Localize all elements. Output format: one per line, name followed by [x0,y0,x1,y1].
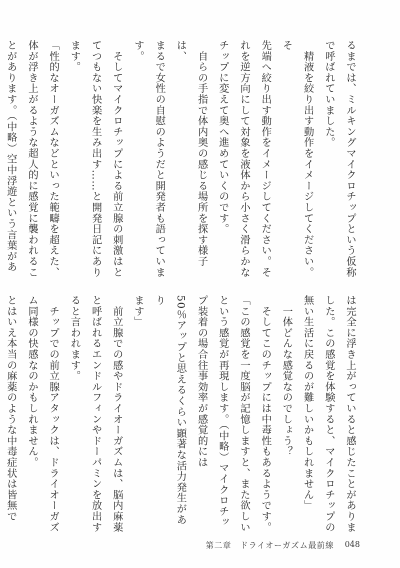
text-line: まるで女性の自慰のようだと開発者も語っていま [153,40,165,278]
text-line: す。 [131,40,143,62]
text-line: 精液を絞り出す動作をイメージしてください。そ [280,40,313,278]
text-line: チップに変えて奥へ進めていくのです。 [216,40,228,235]
text-line: した。この感覚を体験すると、マイクロチップの [322,295,334,533]
text-line: とがあります。（中略）空中浮遊という言葉があ [4,40,16,273]
text-line: 体が浮き上がるような超人的に感覚に襲われるこ [25,40,37,278]
text-line: 50％アップと思えるくらい顕著な活力発生があり [153,295,186,526]
page-number: 048 [344,540,360,549]
text-line: とはいえ本当の麻薬のような中毒症状は皆無で [4,295,16,522]
text-line: チップでの前立腺アタックは、ドライオーガズ [47,295,59,533]
text-line: 自らの手指で体内奥の感じる場所を探す様子は、 [174,40,207,267]
text-line: 「この感覚を一度脳が記憶しますと、また欲しい [237,295,249,533]
text-line: プ装着の場合往事効率が感覚的には [195,295,207,468]
text-line: そしてこのチップには中毒性もあるようです。 [259,295,271,533]
text-line: 「性的なオーガズムなどといった範疇を超えた、 [47,40,59,278]
text-line: は完全に浮き上がっていると感じたことがありま [344,295,355,533]
text-line: 先端へ絞り出す動作をイメージしてください。そ [259,40,271,278]
page-footer [0,534,400,568]
text-line: という感覚が再現します。（中略）マイクロチッ [216,295,228,528]
text-line: てつもない快楽を生み出す……と開発日記にあり [89,40,101,278]
text-line: 無い生活に戻るのが難しいかもしれません」 [301,295,313,511]
text-line: そしてマイクロチップによる前立腺の刺激はと [110,40,122,278]
text-line: るまでは、ミルキングマイクロチップという仮称 [344,40,355,278]
lower-text-block [4,295,360,533]
text-line: ます」 [131,295,143,328]
text-line: と呼ばれるエンドルフィンやドーパミンを放出す [89,295,101,533]
upper-text-block [4,40,360,278]
chapter-running-title: 第二章 ドライオーガズム最前線 [205,541,334,550]
text-line: 一体どんな感覚なのでしょう？ [280,295,292,457]
text-line: ます。 [68,40,80,73]
text-line: で呼ばれていました。 [322,40,334,148]
text-line: ム同様の快感なのかもしれません。 [25,295,37,468]
text-line: れを逆方向にして対象を液体から小さく滑らかな [237,40,249,278]
text-line: ると言われます。 [68,295,80,382]
text-line: 前立腺での感やドライオーガズムは、脳内麻薬 [110,295,122,533]
